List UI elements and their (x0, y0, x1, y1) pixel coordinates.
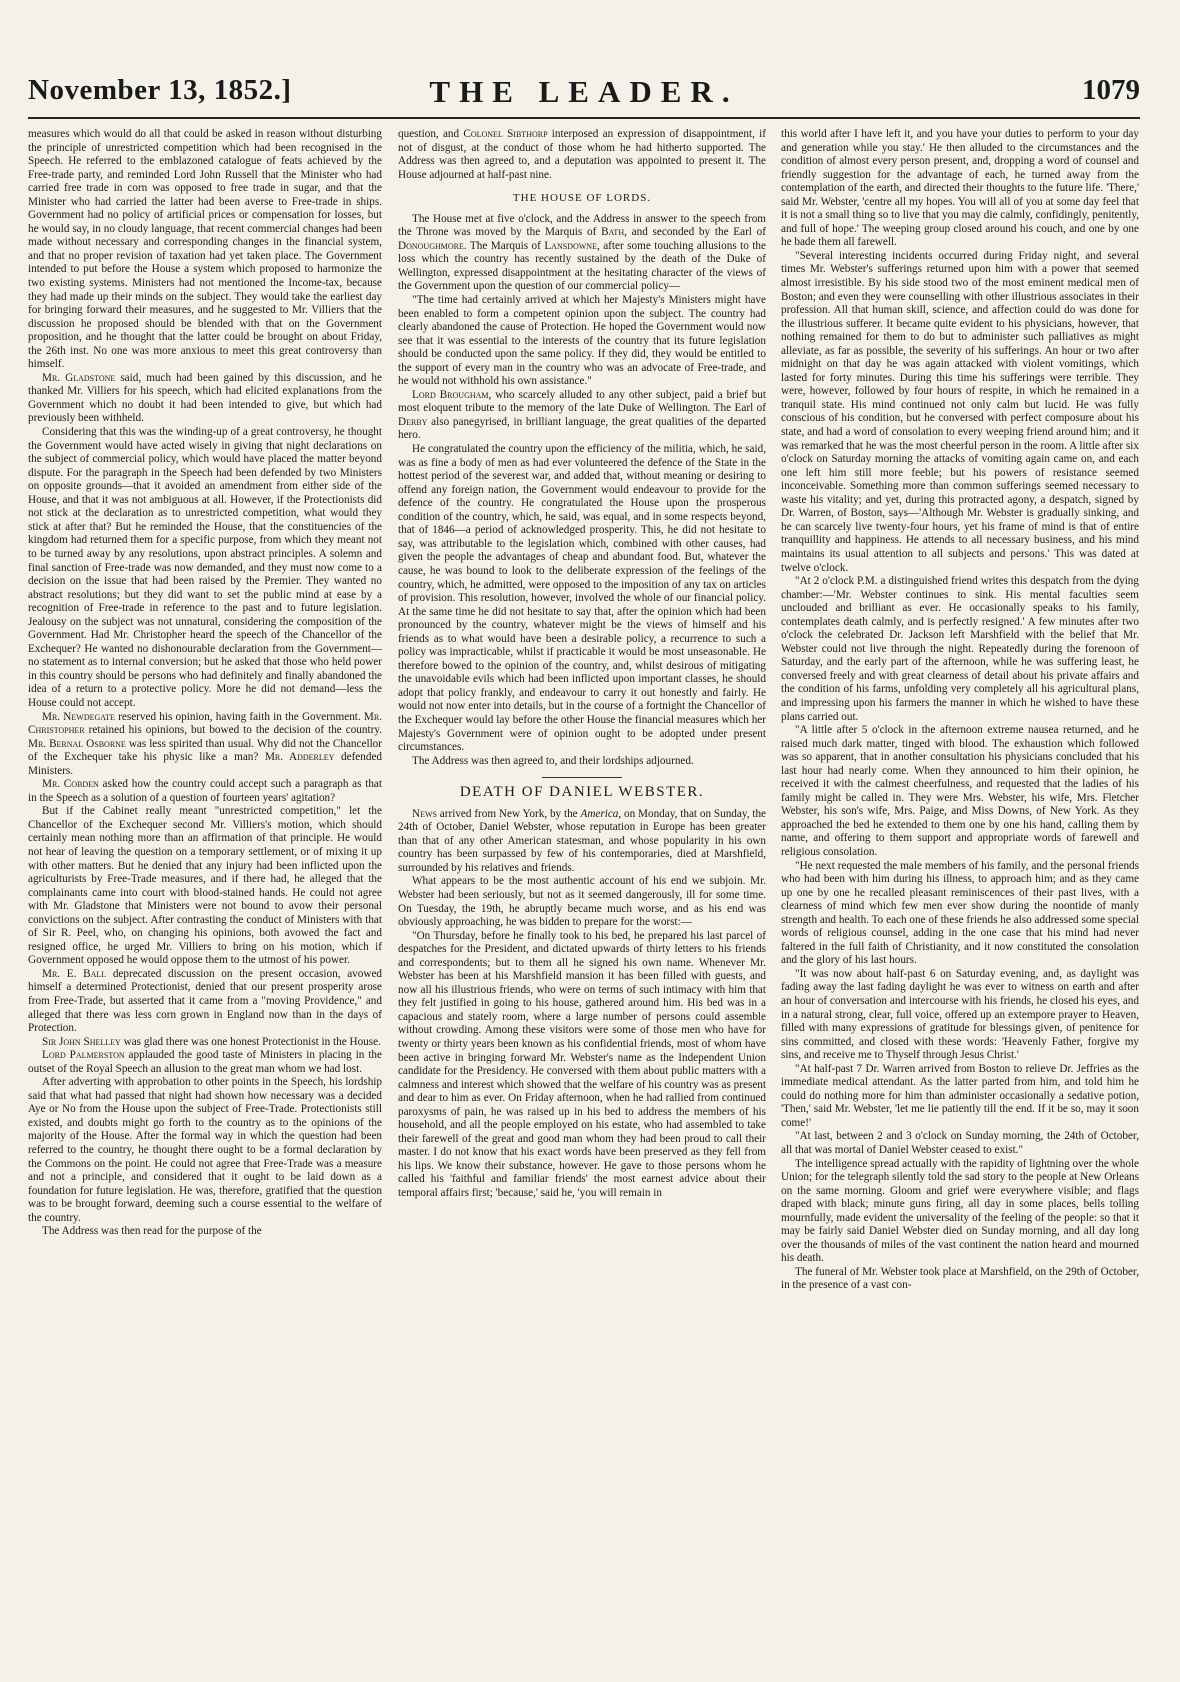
column-1 (28, 128, 382, 1668)
paragraph: Lord Brougham, who scarcely alluded to any other subject, paid a brief but most eloquent tribute to the memory of the late Duke of Wellington. The Earl of Derby also panegyrised, in brilliant language, the great qualities of the departed hero. (398, 388, 766, 442)
speaker-name: Mr. Bernal Osborne (28, 737, 126, 750)
speaker-name: Mr. Gladstone (42, 371, 116, 384)
paragraph: Mr. E. Ball deprecated discussion on the present occasion, avowed himself a determined Protectionist, denied that our present prosperity arose from Free-Trade, but asserted that it came from a "moving Providence," and alleged that there was less corn grown in England now than in the days of Protection. (28, 967, 382, 1035)
paragraph: After adverting with approbation to other points in the Speech, his lordship said that what had passed that night had shown how necessary was a decided Aye or No from the House upon the subject of Free-Trade. Protectionists still existed, and doubts might go forth to the country as to the opinions of the majority of the House. After the formal way in which the question had been referred to the country, he thought there ought to be a formal declaration by the Commons on the point. He could not agree that Free-Trade was a measure and not a principle, and considered that it ought to be laid down as a foundation for future legislation. He was, therefore, gratified that the question was to be brought forward, deeming such a course essential to the welfare of the country. (28, 1076, 382, 1224)
paragraph: "He next requested the male members of his family, and the personal friends who had been with him during his illness, to approach him; and as they came up one by one he recalled pleasant reminiscences of their past lives, with a clearness of mind which few men ever show during the noontide of manly strength and health. To each one of these friends he also addressed some special words of religious counsel, adding in the one case that his mind had never faltered in the full faith of Christianity, and it now constituted the consolation and the glory of his last hours. (781, 859, 1139, 967)
paragraph: "At 2 o'clock P.M. a distinguished friend writes this despatch from the dying chamber:—'Mr. Webster continues to sink. His mental faculties seem unclouded and brilliant as ever. He occasionally speaks to his family, contemplates death calmly, and is perfectly resigned.' A few minutes after two o'clock the celebrated Dr. Jackson left Marshfield with the belief that Mr. Webster could not live through the night. Repeatedly during the forenoon of Saturday, and the early part of the afternoon, while he was suffering least, he conversed freely and with great clearness of detail about his private affairs and the condition of his farms, unfolding very completely all his agricultural plans, and impressing upon his farmers the manner in which he wished to have these plans carried out. (781, 575, 1139, 723)
speaker-name: Derby (398, 415, 428, 428)
section-heading: THE HOUSE OF LORDS. (512, 192, 652, 205)
paragraph: "Several interesting incidents occurred during Friday night, and several times Mr. Webster's sufferings returned upon him with a power that seemed almost irresistible. By his side stood two of the most eminent medical men of Boston; and even they were counselling with other illustrious associates in their profession. All that human skill, science, and affection could do was done for the illustrious sufferer. It became quite evident to his physicians, however, that nothing remained for them to do but to administer such palliatives as might alleviate, as far as possible, the severity of his sufferings. An hour or two after midnight on that day he was again attacked with violent vomitings, which lasted for forty minutes. During this time his sufferings were terrible. They were, however, followed by four hours of respite, in which he remained in a tranquil state. His mind continued not only calm but lucid. He was fully conscious of his condition, but he conversed with perfect composure about his state, and had a word of consolation to every weeping friend around him; and it was remarked that he was the most cheerful person in the room. A little after six o'clock on Saturday morning the attacks of vomiting again came on, and each one left him still more feeble; but his powers of resistance seemed inconceivable. Something more than common sufferings seemed necessary to waste his vitality; and yet, during this protracted agony, a despatch, signed by Dr. Warren, of Boston, says—'Although Mr. Webster is gradually sinking, and he can scarcely live twenty-four hours, yet his frame of mind is that of entire tranquillity and happiness. He attends to all necessary business, and his mind maintains its usual attention to all subjects and persons.' This was dated at twelve o'clock. (781, 249, 1139, 574)
page-number: 1079 (1082, 74, 1140, 106)
paragraph: Considering that this was the winding-up of a great controversy, he thought the Government would have acted wisely in giving that night declarations on the subject of commercial policy, which would have placed the matter beyond dispute. For the paragraph in the Speech had been defended by two Ministers on opposite grounds—that it avoided an amendment from either side of the House, and that it was not ambiguous at all. However, if the Protectionists did not stick at the declaration as to unrestricted competition, what would they stick at after that? But he reminded the House, that the constituencies of the kingdom had returned them for a specific purpose, from which they meant not to be turned away by any resolutions, upon abstract principles. A solemn and final sanction of Free-trade was now demanded, and they must now come to a decision on the issue that had been raised by the Premier. They wanted no abstract resolutions; but they did want to set the public mind at ease by a recognition of Free-trade in reference to the past and to future legislation. Jealousy on the subject was not unnatural, considering the composition of the Government. Had Mr. Christopher heard the speech of the Chancellor of the Exchequer? He wanted no dishonourable declaration from the Government—no statement as to internal conversion; but he asked that those who held power in this country should be persons who had definitely and finally abandoned the idea of a return to a protective policy. More he did not demand—less the House could not accept. (28, 426, 382, 709)
speaker-name: Lord Brougham (412, 388, 489, 401)
paragraph: "A little after 5 o'clock in the afternoon extreme nausea returned, and he raised much dark matter, tinged with blood. The exhaustion which followed was so apparent, that in another consultation his physicians concluded that his last hour had nearly come. When they announced to him their opinion, he received it with the calmest cheerfulness, and requested that the ladies of his family might be called in. They were Mrs. Webster, his wife, Mrs. Fletcher Webster, his son's wife, Mrs. Paige, and Miss Downs, of New York. As they approached the bed he extended to them one by one his hand, calling them by name, and offering to them support and appropriate words of farewell and religious consolation. (781, 724, 1139, 858)
speaker-name: Mr. Newdegate (42, 710, 115, 723)
speaker-name: Colonel Sibthorp (463, 128, 548, 140)
paragraph: The Address was then agreed to, and their lordships adjourned. (412, 754, 694, 767)
speaker-name: Bath (601, 226, 625, 239)
paragraph: Mr. Cobden asked how the country could accept such a paragraph as that in the Speech as a solution of a question of fourteen years' agitation? (28, 778, 382, 804)
paragraph: Mr. Gladstone said, much had been gained by this discussion, and he thanked Mr. Villiers for his speech, which had elicited explanations from the Government which no doubt it had been intended to give, but which had previously been withheld. (28, 371, 382, 425)
paragraph: "The time had certainly arrived at which her Majesty's Ministers might have been enabled to form a competent opinion upon the subject. The country had clearly abandoned the cause of Protection. He hoped the Government would now see that it was essential to the interests of the country that its future legislation should be conducted upon the same policy. If they did, they would be entitled to the support of every man in the country who was an advocate of Free-trade, and he would not withhold his own assistance." (398, 294, 766, 388)
paragraph: The Address was then read for the purpose of the (42, 1225, 262, 1238)
speaker-name: Mr. Adderley (264, 751, 335, 764)
paragraph: He congratulated the country upon the efficiency of the militia, which, he said, was as fine a body of men as had ever volunteered the defence of the State in the hottest period of the severest war, and added that, without meaning or desiring to offend any foreign nation, the Government would endeavour to provide for the defence of the country. He congratulated the House upon the prosperous condition of the country, which, he said, was equal, and in some respects beyond, that of 1846—a period of acknowledged prosperity. This, he did not hesitate to say, was attributable to the legislation which, combined with other causes, had given the people the advantages of cheap and abundant food. But, whatever the cause, he was bound to look to the deliberate expression of the feelings of the country, which, he admitted, were opposed to the imposition of any tax on articles of provision. This resolution, however, involved the whole of our financial policy. At the same time he did not hesitate to say that, after the opinion which had been pronounced by the country, whatever might be the views of himself and his friends as to what would have been a desirable policy, a recurrence to such a policy was impracticable, whilst if practicable it would be most unseasonable. He therefore bowed to the opinion of the country, and, whilst desirous of mitigating the unavoidable evils which had been inflicted upon important classes, he should adopt that policy frankly, and endeavour to carry it out honestly and fairly. He would not now enter into details, but in the course of a fortnight the Chancellor of the Exchequer would lay before the other House the financial measures which her Majesty's Government were of opinion ought to be adopted under present circumstances. (398, 443, 766, 754)
issue-date: November 13, 1852.] (28, 74, 292, 106)
column-3 (781, 128, 1139, 1668)
paragraph: Lord Palmerston applauded the good taste of Ministers in placing in the outset of the Royal Speech an allusion to the great man whom we had lost. (28, 1049, 382, 1075)
paragraph: What appears to be the most authentic account of his end we subjoin. Mr. Webster had been seriously, but not as it seemed dangerously, ill for some time. On Tuesday, the 19th, he abruptly became much worse, and as his end was obviously approaching, he was bidden to prepare for the worst:— (398, 875, 766, 929)
paragraph: measures which would do all that could be asked in reason without disturbing the principle of unrestricted competition which had been recognised in the Speech. He referred to the emblazoned catalogue of feats achieved by the Free-trade party, and reminded Lord John Russell that the Minister who had carried free trade in corn was opposed to free trade in sugar, and that the Minister who had carried the latter had been averse to Free-trade in ships. Government had no policy of artificial prices or compensation for losses, but he would say, in no cloudy language, that recent commercial changes had been made without necessary and corresponding changes in the financial system, and that no proper revision of taxation had yet taken place. The Government intended to put before the House a system which proposed to harmonize the two existing systems. Ministers had not mentioned the Income-tax, because they had made up their minds on the subject. They would take the earliest day for bringing forward their measures, and he suggested to Mr. Villiers that the discussion he proposed should be blended with that on the Government proposition, and he thought that the latter could be brought on about Friday, the 26th inst. No one was more anxious to meet this great controversy than himself. (28, 128, 382, 371)
speaker-name: Sir John Shelley (42, 1035, 121, 1048)
masthead-title: THE LEADER. (429, 74, 739, 109)
page-header (28, 74, 1140, 114)
paragraph: question, and Colonel Sibthorp interposed an expression of disappointment, if not of disgust, at the conduct of those whom he had hitherto supported. The Address was then agreed to, and a deputation was appointed to present it. The House adjourned at half-past nine. (398, 128, 766, 181)
speaker-name: Lord Palmerston (42, 1049, 125, 1062)
speaker-name: Mr. Christopher (28, 710, 382, 737)
paragraph: "At half-past 7 Dr. Warren arrived from Boston to relieve Dr. Jeffries as the immediate medical attendant. As the latter parted from him, and told him he could do nothing more for him than administer occasionally a sedative potion, 'Then,' said Mr. Webster, 'let me lie patiently till the end. If it be so, may it soon come!' (781, 1062, 1139, 1129)
paragraph: The intelligence spread actually with the rapidity of lightning over the whole Union; for the telegraph silently told the sad story to the people at New Orleans on the same morning. Gloom and grief were everywhere visible; and flags draped with black; minute guns firing, all day in some places, bells tolling mournfully, made evident the universality of the feeling of the people: so that it may be fairly said Daniel Webster died on Sunday morning, and all day long over the thousands of miles of the vast continent the nation heard and mourned his death. (781, 1157, 1139, 1265)
ship-name: America (580, 807, 619, 820)
paragraph: "It was now about half-past 6 on Saturday evening, and, as daylight was fading away the last fading daylight he was ever to witness on earth and after an hour of conversation and intercourse with his friends, he closed his eyes, and in a natural strong, clear, full voice, offered up an extempore prayer to Heaven, filled with many expressions of gratitude for blessings given, of penitence for sins committed, and closed with these words: 'Heavenly Father, forgive my sins, and receive me to Thyself through Jesus Christ.' (781, 967, 1139, 1062)
paragraph: "On Thursday, before he finally took to his bed, he prepared his last parcel of despatches for the President, and dictated upwards of thirty letters to his friends and correspondents; but to them all he signed his own name. Whenever Mr. Webster has been at his Marshfield mansion it has been filled with guests, and now all his illustrious friends, who were on terms of such intimacy with him that they felt justified in going to his house, gathered around him. His bed was in a capacious and stately room, where a large number of persons could assemble without crowding. Among these visitors were some of those men who have for twenty or thirty years been known as his confidential friends, most of whom have been active in bringing forward Mr. Webster's name as the Independent Union candidate for the Presidency. He conversed with them about public matters with a calmness and interest which showed that the welfare of his country was as present and dear to him as ever. On Friday afternoon, when he had rallied from continued paroxysms of pain, he was raised up in his bed to address the members of his household, and all the people employed on his estate, who had assembled to take their farewell of the great and good man whom they had been proud to call their master. I do not know that his exact words have been preserved as they fell from his lips. We know their substance, however. He gave to those persons whom he called his 'faithful and familiar friends' the most earnest advice about their temporal affairs first; 'because,' said he, 'you will remain in (398, 929, 766, 1200)
paragraph: But if the Cabinet really meant "unrestricted competition," let the Chancellor of the Exchequer second Mr. Villiers's motion, which should certainly mean nothing more than an affirmation of that principle. He would not hear of leaving the question on a temporary settlement, or of mixing it up with other matters. But he denied that any injury had been inflicted upon the agriculturists by Free-Trade measures, and if there had, he alleged that the complainants came into court with blood-stained hands. He could not agree with Mr. Gladstone that Ministers were not bound to avow their personal convictions on the subject. After contrasting the conduct of Ministers with that of Sir R. Peel, who, on changing his opinions, both avowed the fact and resigned office, he urged Mr. Villiers to bring on his motion, which if Government opposed he would oppose them to the utmost of his power. (28, 805, 382, 967)
speaker-name: Lansdowne (544, 239, 597, 252)
header-rule (28, 117, 1140, 119)
speaker-name: Donoughmore (398, 239, 464, 252)
section-divider (542, 777, 622, 778)
paragraph: News arrived from New York, by the America, on Monday, that on Sunday, the 24th of October, Daniel Webster, whose reputation in Europe has been greater than that of any other American statesman, and whose popularity in his own country has been surpassed by few of his contemporaries, died at Marshfield, surrounded by his relatives and friends. (398, 807, 766, 874)
paragraph: this world after I have left it, and you have your duties to perform to your day and generation while you stay.' He then alluded to the circumstances and the condition of almost every person present, and, dropping a word of counsel and friendly suggestion for the advantage of each, he turned away from the contemplation of the earth, and directed their thoughts to the future life. 'There,' said Mr. Webster, 'centre all my hopes. You will all of you at some day feel that it is not a small thing so to live that you may die calmly, confidingly, penitently, and full of hope.' The weeping group closed around his couch, and one by one he bade them all farewell. (781, 128, 1139, 249)
lead-word: News (412, 807, 437, 820)
paragraph: Mr. Newdegate reserved his opinion, having faith in the Government. Mr. Christopher retained his opinions, but bowed to the decision of the country. Mr. Bernal Osborne was less spirited than usual. Why did not the Chancellor of the Exchequer take his physic like a man? Mr. Adderley defended Ministers. (28, 710, 382, 777)
article-title: DEATH OF DANIEL WEBSTER. (459, 784, 705, 801)
paragraph: The funeral of Mr. Webster took place at Marshfield, on the 29th of October, in the presence of a vast con- (781, 1265, 1139, 1292)
paragraph: The House met at five o'clock, and the Address in answer to the speech from the Throne was moved by the Marquis of Bath, and seconded by the Earl of Donoughmore. The Marquis of Lansdowne, after some touching allusions to the loss which the country has recently sustained by the death of the Duke of Wellington, expressed disappointment at the hesitating character of the views of the Government upon the question of our commercial policy— (398, 212, 766, 293)
speaker-name: Mr. Cobden (42, 778, 99, 791)
column-2 (398, 128, 766, 1668)
paragraph: Sir John Shelley was glad there was one honest Protectionist in the House. (42, 1035, 381, 1048)
speaker-name: Mr. E. Ball (42, 967, 107, 980)
paragraph: "At last, between 2 and 3 o'clock on Sunday morning, the 24th of October, all that was mortal of Daniel Webster ceased to exist." (781, 1130, 1139, 1157)
